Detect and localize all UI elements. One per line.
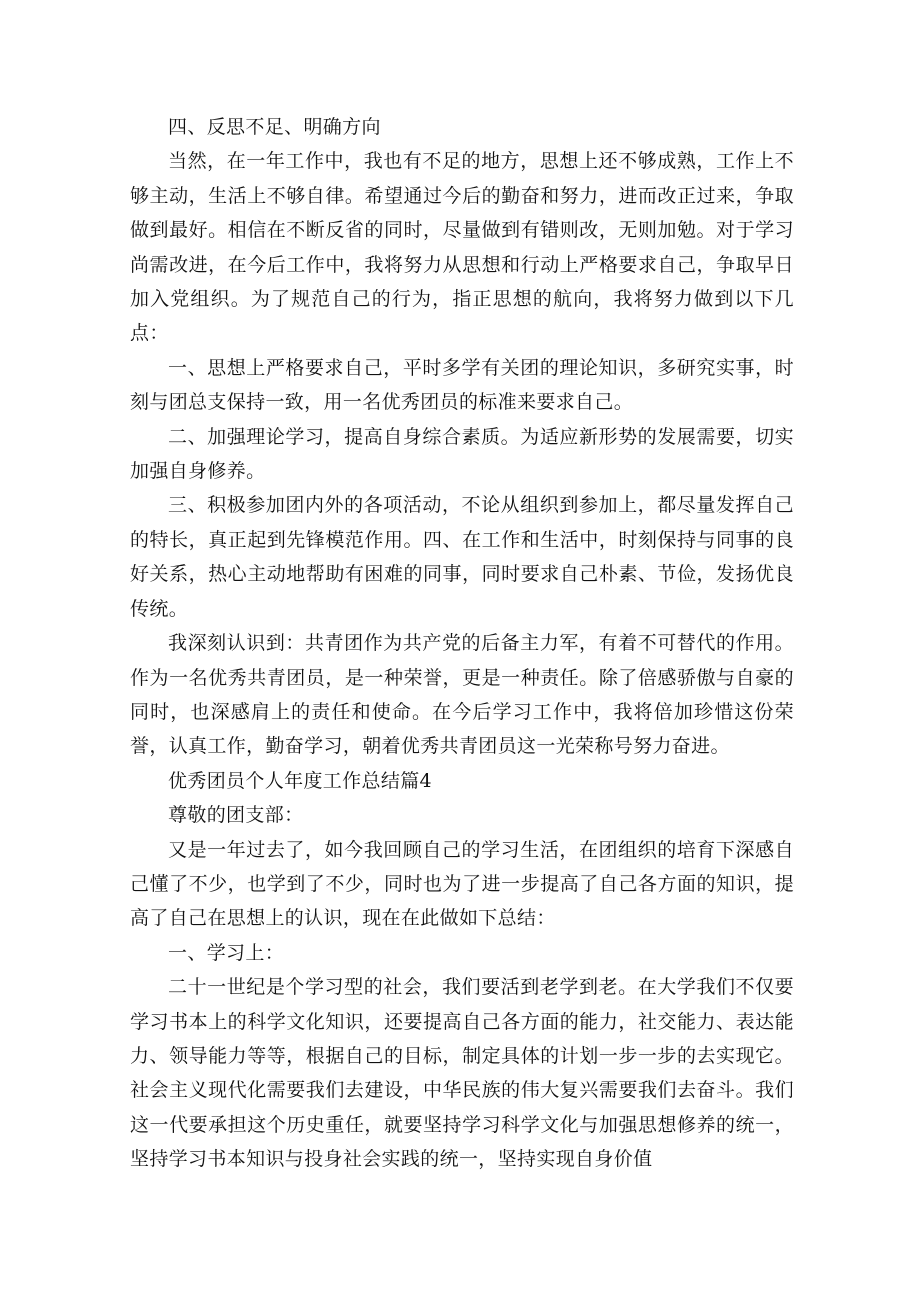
paragraph: 又是一年过去了，如今我回顾自己的学习生活，在团组织的培育下深感自己懂了不少，也学到了不少，同时也为了进一步提高了自己各方面的知识，提高了自己在思想上的认识，现在在此做如下总结：	[130, 838, 794, 930]
paragraph: 二、加强理论学习，提高自身综合素质。为适应新形势的发展需要，切实加强自身修养。	[130, 425, 794, 483]
section-heading: 四、反思不足、明确方向	[168, 116, 381, 138]
paragraph: 当然，在一年工作中，我也有不足的地方，思想上还不够成熟，工作上不够主动，生活上不够自律。希望通过今后的勤奋和努力，进而改正过来，争取做到最好。相信在不断反省的同时，尽量做到有错则改，无则加勉。对于学习尚需改进，在今后工作中，我将努力从思想和行动上严格要求自己，争取早日加入党组织。为了规范自己的行为，指正思想的航向，我将努力做到以下几点：	[130, 150, 794, 345]
salutation: 尊敬的团支部：	[168, 804, 304, 827]
paragraph: 三、积极参加团内外的各项活动，不论从组织到参加上，都尽量发挥自己的特长，真正起到先锋模范作用。四、在工作和生活中，时刻保持与同事的良好关系，热心主动地帮助有困难的同事，同时要求自己朴素、节俭，发扬优良传统。	[130, 494, 794, 620]
paragraph: 一、思想上严格要求自己，平时多学有关团的理论知识，多研究实事，时刻与团总支保持一致，用一名优秀团员的标准来要求自己。	[130, 356, 794, 414]
section-heading: 一、学习上：	[168, 941, 285, 964]
document-body	[130, 110, 794, 1177]
article-title: 优秀团员个人年度工作总结篇4	[168, 769, 432, 792]
paragraph: 我深刻认识到：共青团作为共产党的后备主力军，有着不可替代的作用。作为一名优秀共青团员，是一种荣誉，更是一种责任。除了倍感骄傲与自豪的同时，也深感肩上的责任和使命。在今后学习工作中，我将倍加珍惜这份荣誉，认真工作，勤奋学习，朝着优秀共青团员这一光荣称号努力奋进。	[130, 632, 794, 758]
paragraph: 二十一世纪是个学习型的社会，我们要活到老学到老。在大学我们不仅要学习书本上的科学文化知识，还要提高自己各方面的能力，社交能力、表达能力、领导能力等等，根据自己的目标，制定具体的计划一步一步的去实现它。社会主义现代化需要我们去建设，中华民族的伟大复兴需要我们去奋斗。我们这一代要承担这个历史重任，就要坚持学习科学文化与加强思想修养的统一，坚持学习书本知识与投身社会实践的统一，坚持实现自身价值	[130, 976, 794, 1171]
